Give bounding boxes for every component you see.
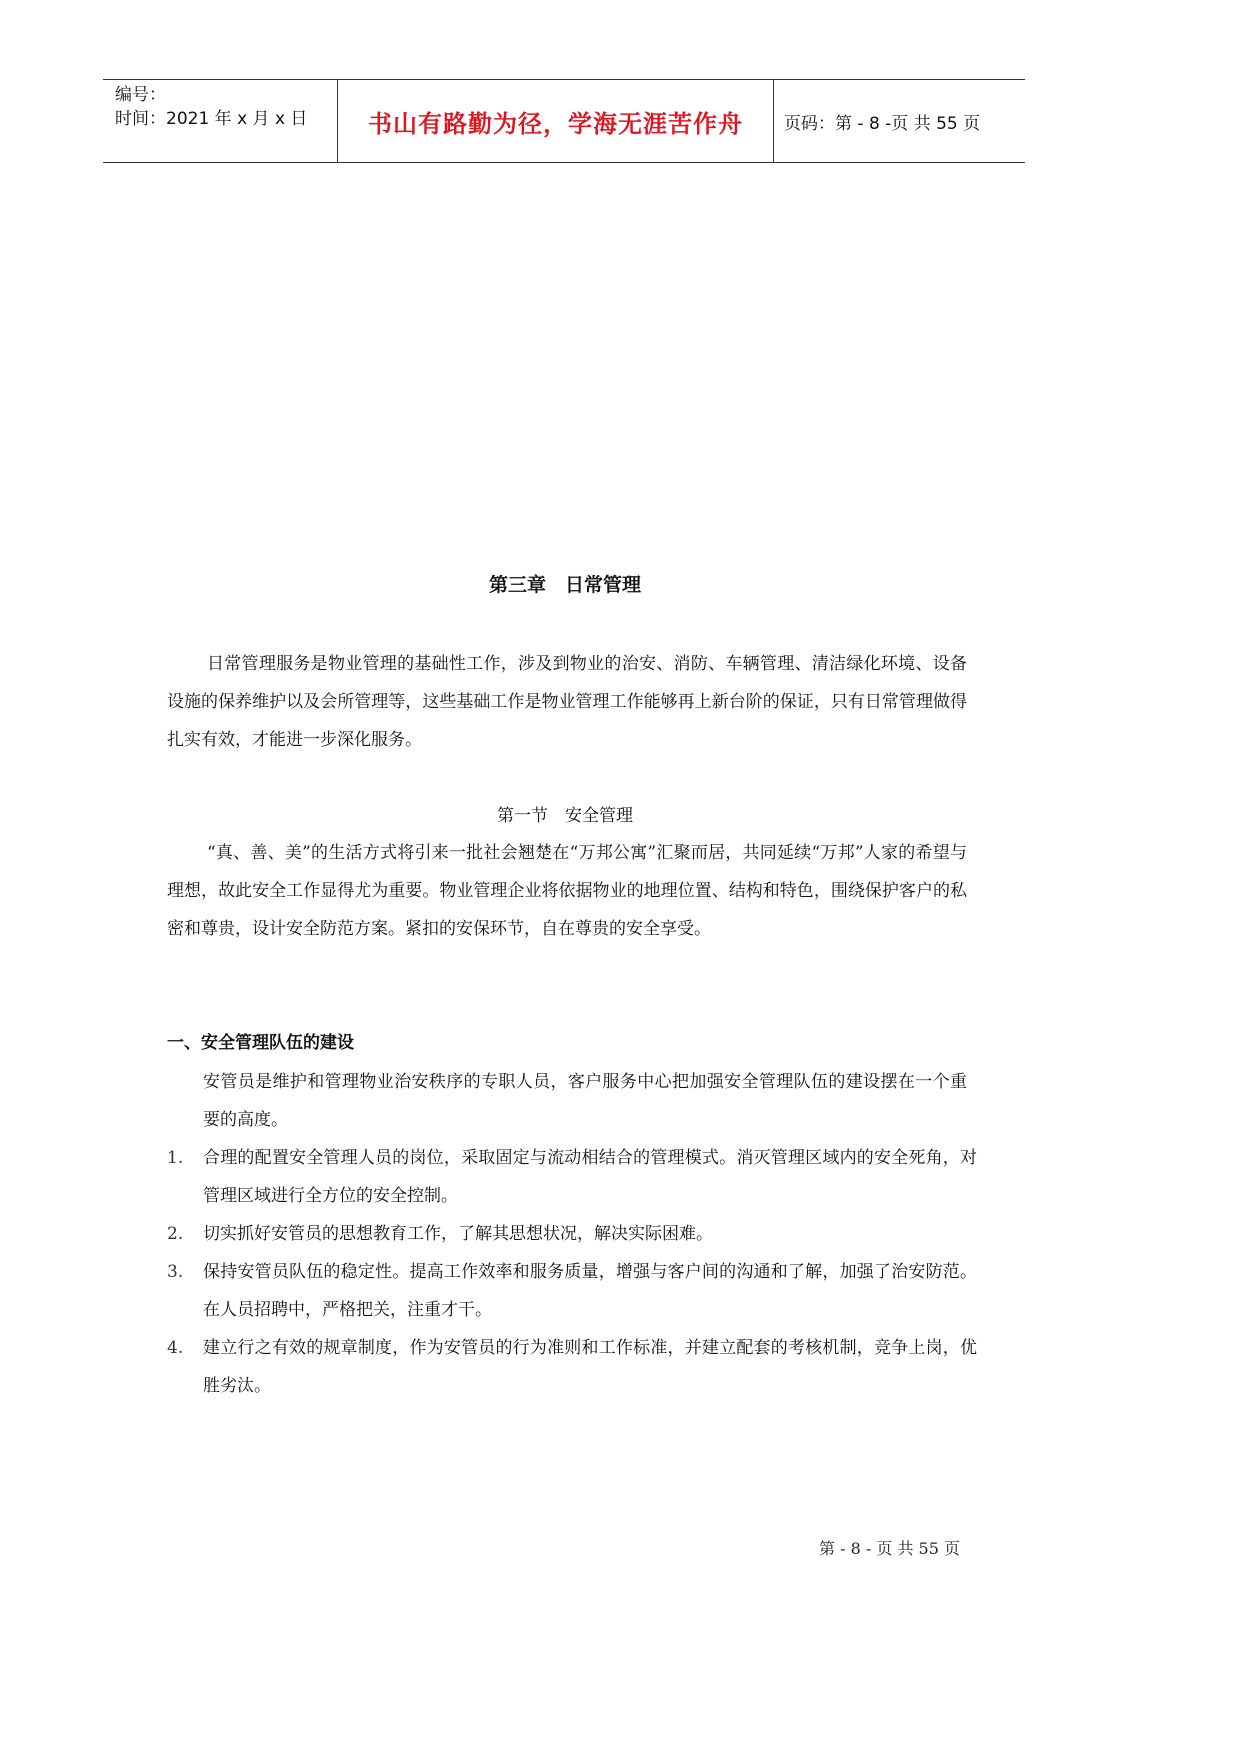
list-item-text: 建立行之有效的规章制度，作为安管员的行为准则和工作标准，并建立配套的考核机制，竞争上岗，优胜劣汰。 [203, 1338, 977, 1396]
chapter-title: 第三章 日常管理 [488, 574, 641, 596]
section-title: 第一节 安全管理 [497, 806, 633, 826]
section-paragraph: “真、善、美”的生活方式将引来一批社会翘楚在“万邦公寓”汇聚而居，共同延续“万邦”人家的希望与理想，故此安全工作显得尤为重要。物业管理企业将依据物业的地理位置、结构和特色，围绕保护客户的私密和尊贵，设计安全防范方案。紧扣的安保环节，自在尊贵的安全享受。 [167, 843, 967, 939]
page-header [103, 79, 1025, 163]
page-footer: 第 - 8 - 页 共 55 页 [819, 1539, 960, 1558]
list-item-text: 保持安管员队伍的稳定性。提高工作效率和服务质量，增强与客户间的沟通和了解，加强了治安防范。在人员招聘中，严格把关，注重才干。 [203, 1262, 977, 1320]
list-item [167, 1253, 977, 1329]
intro-paragraph: 日常管理服务是物业管理的基础性工作，涉及到物业的治安、消防、车辆管理、清洁绿化环境、设备设施的保养维护以及会所管理等，这些基础工作是物业管理工作能够再上新台阶的保证，只有日常管理做得扎实有效，才能进一步深化服务。 [167, 654, 967, 750]
subsection-intro: 安管员是维护和管理物业治安秩序的专职人员，客户服务中心把加强安全管理队伍的建设摆在一个重要的高度。 [203, 1072, 967, 1130]
list-item-number: 2. [167, 1224, 184, 1244]
list-item-number: 3. [167, 1262, 184, 1282]
list-item-text: 合理的配置安全管理人员的岗位，采取固定与流动相结合的管理模式。消灭管理区域内的安全死角，对管理区域进行全方位的安全控制。 [203, 1148, 977, 1206]
list-item [167, 1329, 977, 1405]
header-number-label: 编号： [115, 85, 166, 105]
list-item [167, 1215, 977, 1253]
list-item-number: 1. [167, 1148, 184, 1168]
header-time-label: 时间：2021 年 x 月 x 日 [115, 109, 308, 129]
header-motto: 书山有路勤为径，学海无涯苦作舟 [338, 80, 774, 162]
list-item-number: 4. [167, 1338, 184, 1358]
subsection-title: 一、安全管理队伍的建设 [167, 1033, 354, 1053]
list-item-text: 切实抓好安管员的思想教育工作，了解其思想状况，解决实际困难。 [203, 1224, 713, 1244]
header-meta [103, 80, 338, 162]
header-page-info: 页码：第 - 8 -页 共 55 页 [784, 113, 981, 134]
list-item [167, 1139, 977, 1215]
